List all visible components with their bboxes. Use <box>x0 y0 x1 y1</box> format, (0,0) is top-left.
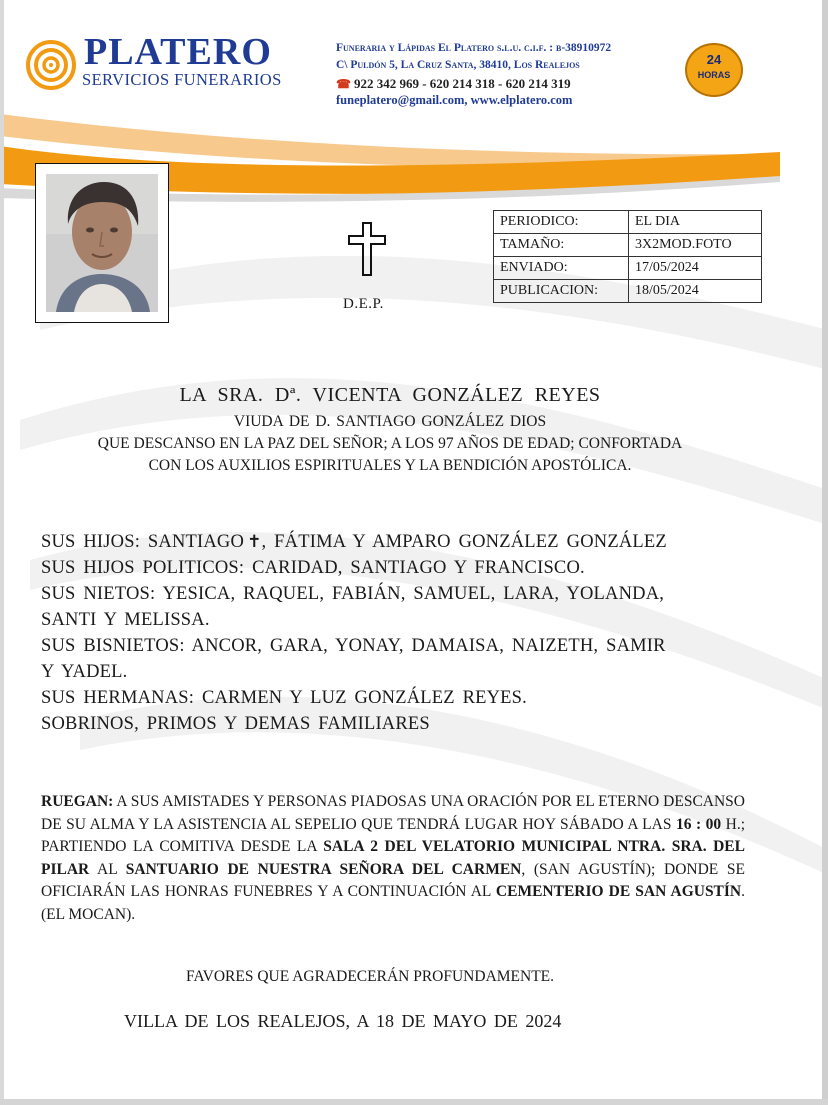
hermanas-line: SUS HERMANAS: CARMEN Y LUZ GONZÁLEZ REYES. <box>41 688 528 708</box>
page-edge-right <box>822 0 828 1105</box>
hijos-politicos-line: SUS HIJOS POLITICOS: CARIDAD, SANTIAGO Y FRANCISCO. <box>41 558 585 578</box>
ruegan-text: , (SAN AGUSTÍN); DONDE SE OFICIARÁN LAS HONRAS FUNEBRES Y A CONTINUACIÓN AL <box>41 860 746 900</box>
hijos-text-a: SUS HIJOS: SANTIAGO <box>41 532 245 552</box>
table-label: TAMAÑO: <box>494 234 629 257</box>
sobrinos-line: SOBRINOS, PRIMOS Y DEMAS FAMILIARES <box>41 714 430 734</box>
widow-line: VIUDA DE D. SANTIAGO GONZÁLEZ DIOS <box>233 413 547 430</box>
santuario-name: SANTUARIO DE NUESTRA SEÑORA DEL CARMEN <box>125 860 522 878</box>
table-label: ENVIADO: <box>494 257 629 280</box>
table-label: PUBLICACION: <box>494 280 629 303</box>
hijos-text-b: , FÁTIMA Y AMPARO GONZÁLEZ GONZÁLEZ <box>261 532 667 552</box>
24-hours-badge <box>685 43 743 97</box>
place-date-line: VILLA DE LOS REALEJOS, A 18 DE MAYO DE 2024 <box>124 1011 562 1031</box>
hijos-line <box>41 532 667 553</box>
contact-line: funeplatero@gmail.com, www.elplatero.com <box>336 93 573 107</box>
portrait-frame <box>35 163 169 323</box>
ruegan-text: H.; PARTIENDO LA COMITIVA DESDE LA <box>41 815 745 855</box>
ruegan-paragraph <box>41 791 745 926</box>
table-row <box>494 211 762 234</box>
nietos-line-2: SANTI Y MELISSA. <box>41 610 210 630</box>
table-value: 17/05/2024 <box>629 257 762 280</box>
service-time: 16 : 00 <box>675 815 722 833</box>
bisnietos-line-1: SUS BISNIETOS: ANCOR, GARA, YONAY, DAMAISA, NAIZETH, SAMIR <box>41 636 666 656</box>
page-edge-bottom <box>0 1099 828 1105</box>
brand-name: PLATERO <box>84 31 272 73</box>
address-line: C\ Puldón 5, La Cruz Santa, 38410, Los Realejos <box>336 59 580 71</box>
velatorio-name: SALA 2 DEL VELATORIO MUNICIPAL NTRA. SRA. DEL PILAR <box>41 838 745 878</box>
phones-line <box>336 77 571 91</box>
ruegan-text: A SUS AMISTADES Y PERSONAS PIADOSAS UNA ORACIÓN POR EL ETERNO DESCANSO DE SU ALMA Y LA ASISTENCIA AL SEPELIO QUE TENDRÁ LUGAR HOY SÁBADO A LAS <box>41 793 745 833</box>
table-label: PERIODICO: <box>494 211 629 234</box>
rest-line: QUE DESCANSO EN LA PAZ DEL SEÑOR; A LOS 97 AÑOS DE EDAD; CONFORTADA <box>97 435 683 452</box>
badge-number: 24 <box>706 52 722 67</box>
cross-icon <box>348 222 386 276</box>
favores-line: FAVORES QUE AGRADECERÁN PROFUNDAMENTE. <box>186 968 555 985</box>
table-value: 18/05/2024 <box>629 280 762 303</box>
table-row <box>494 257 762 280</box>
table-row <box>494 234 762 257</box>
badge-text: HORAS <box>697 70 731 80</box>
nietos-line-1: SUS NIETOS: YESICA, RAQUEL, FABIÁN, SAMUEL, LARA, YOLANDA, <box>41 584 665 604</box>
ruegan-text: . (EL MOCAN). <box>41 883 745 923</box>
auxilios-line: CON LOS AUXILIOS ESPIRITUALES Y LA BENDICIÓN APOSTÓLICA. <box>148 457 632 474</box>
brand-subtitle: SERVICIOS FUNERARIOS <box>82 70 282 89</box>
dep-label: D.E.P. <box>343 296 384 312</box>
table-row <box>494 280 762 303</box>
company-line: Funeraria y Lápidas El Platero s.l.u. c.i.f. : b-38910972 <box>336 42 612 54</box>
bisnietos-line-2: Y YADEL. <box>41 662 128 682</box>
ruegan-label: RUEGAN: <box>41 793 114 810</box>
ruegan-text: AL <box>89 860 126 878</box>
deceased-name: LA SRA. Dª. VICENTA GONZÁLEZ REYES <box>179 384 601 406</box>
cementerio-name: CEMENTERIO DE SAN AGUSTÍN <box>495 883 742 900</box>
small-cross-icon: ✝ <box>247 532 262 552</box>
table-value: 3X2MOD.FOTO <box>629 234 762 257</box>
telephone-icon: ☎ <box>336 77 351 91</box>
portrait-photo <box>46 174 158 312</box>
page-edge-left <box>0 0 4 1105</box>
table-value: EL DIA <box>629 211 762 234</box>
publication-table <box>493 210 762 303</box>
phones-text: 922 342 969 - 620 214 318 - 620 214 319 <box>353 76 571 91</box>
spiral-logo-icon <box>26 40 76 90</box>
